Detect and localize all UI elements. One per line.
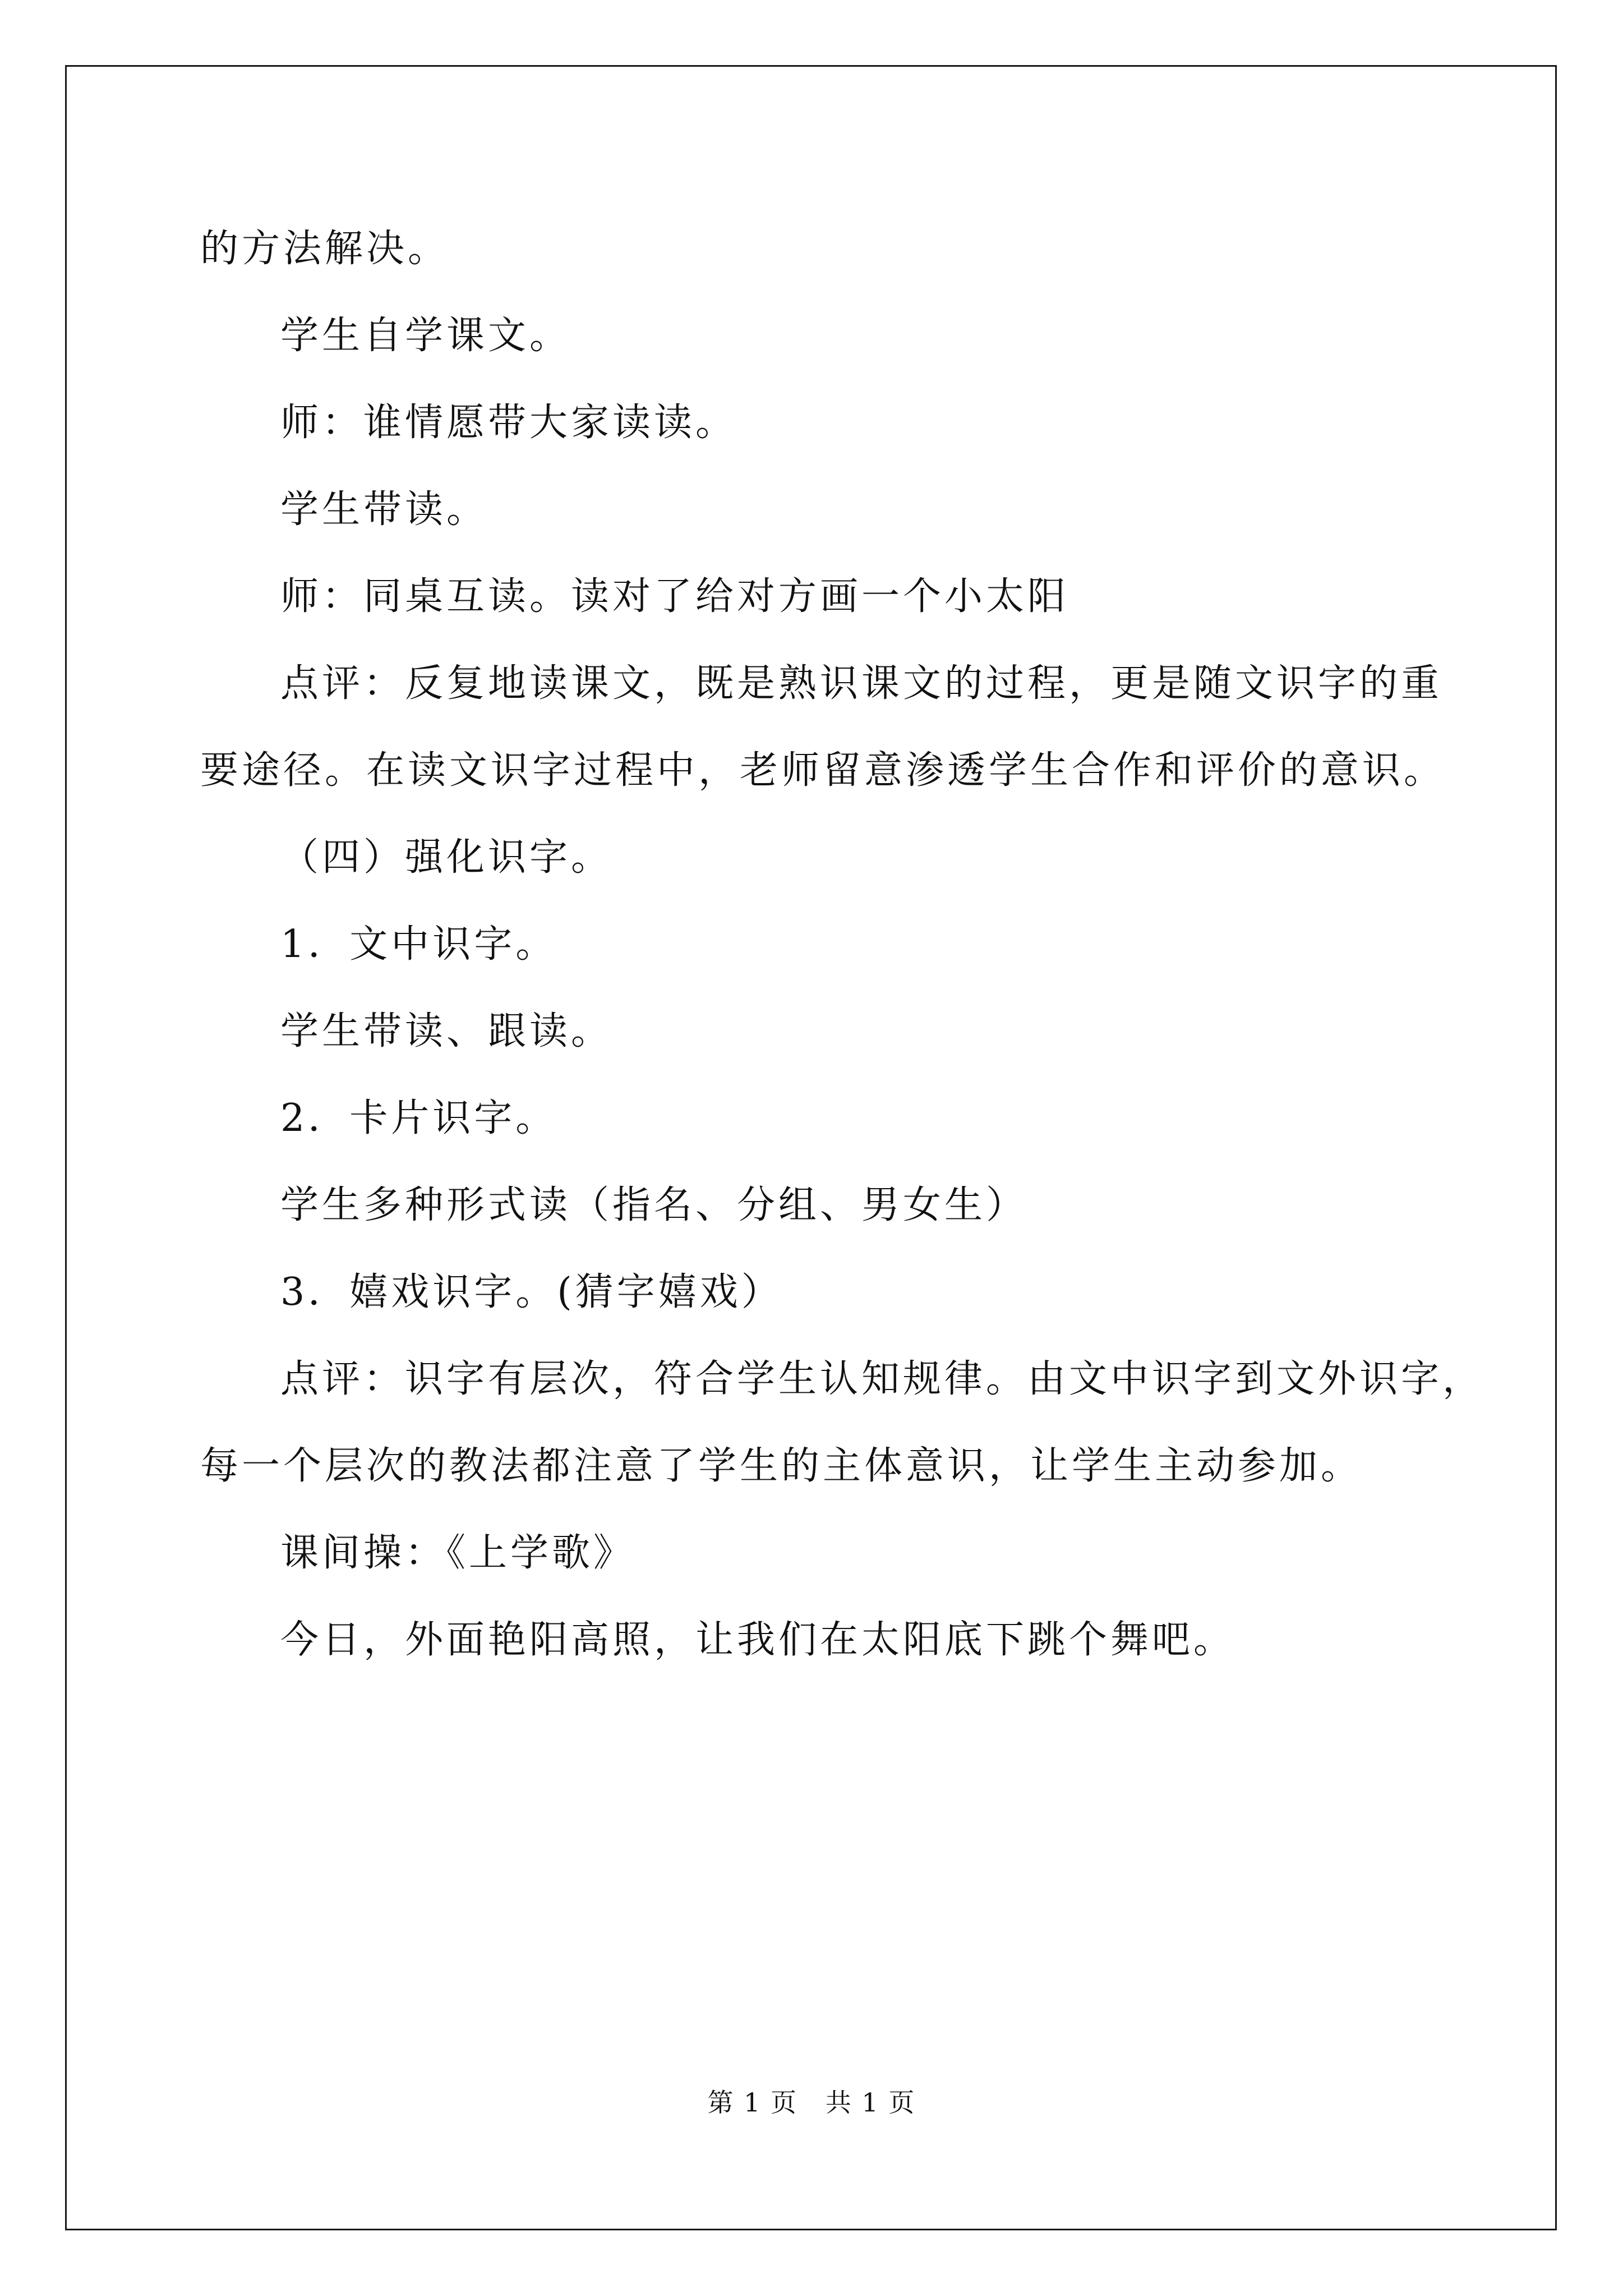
text-line-2: 学生自学课文。	[280, 314, 571, 358]
text-line-9: 1．文中识字。	[280, 922, 557, 967]
text-line-12: 学生多种形式读（指名、分组、男女生）	[280, 1183, 1028, 1227]
text-line-16: 课间操：《上学歌》	[280, 1531, 635, 1575]
text-line-17: 今日，外面艳阳高照，让我们在太阳底下跳个舞吧。	[280, 1618, 1235, 1662]
text-line-4: 学生带读。	[280, 487, 488, 532]
text-line-7: 要途径。在读文识字过程中，老师留意渗透学生合作和评价的意识。	[200, 748, 1446, 793]
page-border	[65, 65, 1557, 2230]
page-number-footer: 第 1 页 共 1 页	[707, 2087, 916, 2118]
text-line-13: 3．嬉戏识字。(猜字嬉戏）	[280, 1270, 783, 1314]
text-line-14: 点评：识字有层次，符合学生认知规律。由文中识字到文外识字，	[280, 1357, 1484, 1401]
text-line-10: 学生带读、跟读。	[280, 1009, 613, 1053]
text-line-1: 的方法解决。	[200, 227, 450, 271]
text-line-11: 2．卡片识字。	[280, 1096, 557, 1140]
text-line-3: 师：谁情愿带大家读读。	[280, 401, 737, 445]
text-line-6: 点评：反复地读课文，既是熟识课文的过程，更是随文识字的重	[280, 661, 1443, 706]
text-line-15: 每一个层次的教法都注意了学生的主体意识，让学生主动参加。	[200, 1444, 1363, 1488]
text-line-8: （四）强化识字。	[280, 835, 613, 880]
text-line-5: 师：同桌互读。读对了给对方画一个小太阳	[280, 574, 1069, 619]
